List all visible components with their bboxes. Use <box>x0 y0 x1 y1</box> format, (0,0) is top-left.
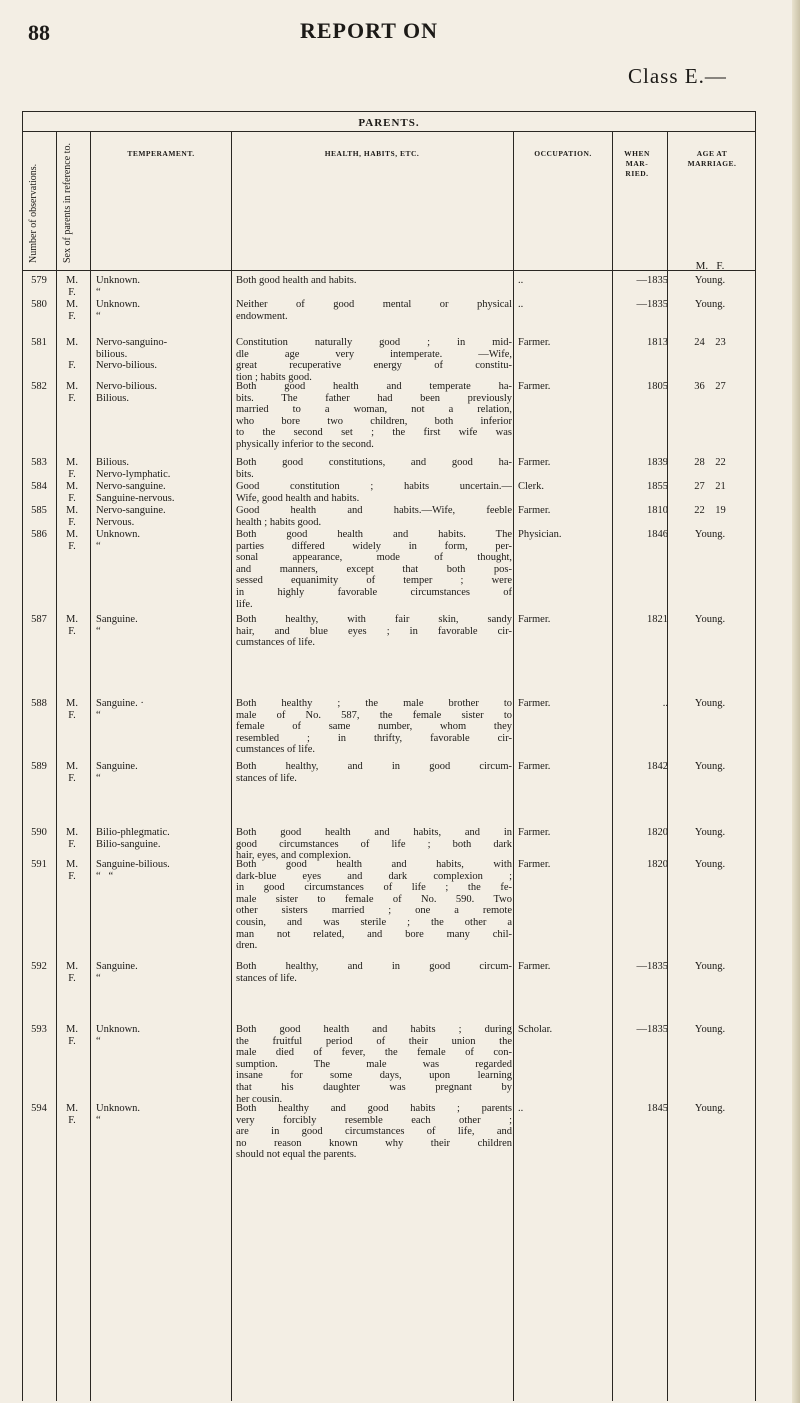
parent-sex-line: M. <box>66 481 78 492</box>
temperament-cell-line: Sanguine-nervous. <box>96 492 175 504</box>
health-cell <box>236 698 512 756</box>
health-cell <box>236 457 512 480</box>
temperament-cell-line: bilious. <box>96 348 128 360</box>
when-married-cell: —1835 <box>636 961 668 972</box>
parent-sex-line: F. <box>68 709 76 721</box>
health-cell-line: to the second set ; the first wife was <box>236 427 512 439</box>
occupation-cell: Clerk. <box>518 481 544 492</box>
parent-sex-line: M. <box>66 1024 78 1035</box>
header-sex: Sex of parents in reference to. <box>62 143 73 263</box>
when-married-cell: .. <box>662 698 668 709</box>
temperament-cell-line: Unknown. <box>96 1024 141 1035</box>
health-cell-line: Both good health and temperate ha- <box>236 381 512 392</box>
age-at-marriage-cell: Young. <box>694 827 726 838</box>
observation-number: 584 <box>31 481 47 492</box>
occupation-cell: Farmer. <box>518 859 551 870</box>
health-cell-line: stances of life. <box>236 772 297 784</box>
observation-number: 579 <box>31 275 47 286</box>
parent-sex-line: M. <box>66 529 78 540</box>
temperament-cell-line: “ <box>96 709 101 721</box>
observation-number: 589 <box>31 761 47 772</box>
temperament-cell <box>96 275 228 298</box>
class-heading: Class E.— <box>628 64 727 88</box>
parent-sex-line: F. <box>68 468 76 480</box>
temperament-cell-line: “ <box>96 1114 101 1126</box>
health-cell-line: Both healthy, with fair skin, sandy <box>236 614 512 625</box>
col-divider-married <box>612 131 613 1401</box>
occupation-cell: Farmer. <box>518 761 551 772</box>
temperament-cell-line: “ <box>96 310 101 322</box>
age-at-marriage-cell: 28 22 <box>694 457 726 468</box>
temperament-cell-line: Bilio-phlegmatic. <box>96 827 170 838</box>
parent-sex-line: F. <box>68 972 76 984</box>
health-cell-line: dark-blue eyes and dark complexion ; <box>236 870 512 882</box>
parent-sex-line: F. <box>68 392 76 404</box>
health-cell <box>236 614 512 649</box>
parent-sex-line: F. <box>68 870 76 882</box>
health-cell-line: Wife, good health and habits. <box>236 492 360 504</box>
parent-sex-line: F. <box>68 838 76 850</box>
parent-sex-line: M. <box>66 337 78 348</box>
parent-sex-line: M. <box>66 299 78 310</box>
health-cell-line: very forcibly resemble each other ; <box>236 1114 512 1126</box>
observation-number: 593 <box>31 1024 47 1035</box>
parent-sex <box>62 481 82 504</box>
health-cell-line: are in good circumstances of life, and <box>236 1126 512 1138</box>
parent-sex <box>62 827 82 850</box>
parent-sex <box>62 1024 82 1047</box>
health-cell <box>236 299 512 322</box>
health-cell <box>236 1103 512 1161</box>
parent-sex-line: M. <box>66 761 78 772</box>
when-married-cell: 1842 <box>647 761 668 772</box>
temperament-cell-line: Bilio-sanguine. <box>96 838 161 850</box>
occupation-cell: Farmer. <box>518 457 551 468</box>
parent-sex-line: F. <box>68 310 76 322</box>
page-number: 88 <box>28 20 50 45</box>
temperament-cell-line: Nervous. <box>96 516 135 528</box>
observation-number: 588 <box>31 698 47 709</box>
parent-sex-line: F. <box>68 516 76 528</box>
age-at-marriage-cell: Young. <box>694 761 726 772</box>
health-cell-line: dren. <box>236 940 258 952</box>
temperament-cell-line: “ <box>96 286 101 298</box>
age-at-marriage-cell: Young. <box>694 299 726 310</box>
observation-number: 594 <box>31 1103 47 1114</box>
health-cell-line: that his daughter was pregnant by <box>236 1081 512 1093</box>
when-married-cell: 1839 <box>647 457 668 468</box>
health-cell-line: Constitution naturally good ; in mid- <box>236 337 512 348</box>
health-cell-line: male died of fever, the female of con- <box>236 1047 512 1059</box>
parent-sex <box>62 761 82 784</box>
temperament-cell-line: “ <box>96 972 101 984</box>
age-at-marriage-cell: Young. <box>694 961 726 972</box>
temperament-cell-line: Unknown. <box>96 275 141 286</box>
health-cell-line: Both healthy and good habits ; parents <box>236 1103 512 1114</box>
temperament-cell <box>96 505 228 528</box>
occupation-cell: Farmer. <box>518 614 551 625</box>
health-cell-line: male of No. 587, the female sister to <box>236 709 512 721</box>
parent-sex-line: F. <box>68 625 76 637</box>
health-cell-line: sonal appearance, mode of thought, <box>236 552 512 564</box>
temperament-cell-line: Nervo-lymphatic. <box>96 468 171 480</box>
parent-sex-line: M. <box>66 827 78 838</box>
temperament-cell-line: Sanguine. <box>96 614 138 625</box>
health-cell <box>236 505 512 528</box>
health-cell-line: Both good health and habits ; during <box>236 1024 512 1035</box>
temperament-cell-line: Nervo-sanguine. <box>96 481 166 492</box>
occupation-cell: Farmer. <box>518 698 551 709</box>
temperament-cell <box>96 698 228 721</box>
occupation-cell: Farmer. <box>518 961 551 972</box>
when-married-cell: 1846 <box>647 529 668 540</box>
temperament-cell <box>96 761 228 784</box>
health-cell-line: the fruitful period of their union the <box>236 1035 512 1047</box>
health-cell-line: Neither of good mental or physical <box>236 299 512 310</box>
parent-sex <box>62 299 82 322</box>
health-cell-line: Both healthy, and in good circum- <box>236 761 512 772</box>
parent-sex-line: F. <box>68 492 76 504</box>
temperament-cell-line: Sanguine. <box>96 761 138 772</box>
when-married-cell: 1855 <box>647 481 668 492</box>
observation-number: 590 <box>31 827 47 838</box>
temperament-cell-line: “ “ <box>96 870 114 882</box>
health-cell <box>236 337 512 383</box>
temperament-cell-line: Sanguine-bilious. <box>96 859 170 870</box>
when-married-cell: 1813 <box>647 337 668 348</box>
health-cell-line: Both good health and habits. <box>236 275 357 286</box>
parent-sex-line: M. <box>66 961 78 972</box>
health-cell-line: Both healthy, and in good circum- <box>236 961 512 972</box>
col-divider-temperament <box>90 131 91 1401</box>
health-cell-line: stances of life. <box>236 972 297 984</box>
age-at-marriage-cell: 27 21 <box>694 481 726 492</box>
health-cell-line: other sisters married ; one a remote <box>236 905 512 917</box>
occupation-cell: Farmer. <box>518 381 551 392</box>
health-cell-line: male sister to female of No. 590. Two <box>236 893 512 905</box>
temperament-cell <box>96 457 228 480</box>
temperament-cell-line: Unknown. <box>96 529 141 540</box>
parent-sex <box>62 381 82 404</box>
health-cell-line: parties differed widely in form, per- <box>236 540 512 552</box>
header-bottom-rule <box>22 270 756 271</box>
header-temperament: TEMPERAMENT. <box>127 149 195 158</box>
health-cell <box>236 275 512 287</box>
header-occupation: OCCUPATION. <box>534 149 592 158</box>
parent-sex-line: M. <box>66 859 78 870</box>
occupation-cell: .. <box>518 1103 524 1114</box>
temperament-cell <box>96 859 228 882</box>
health-cell-line: great recuperative energy of constitu- <box>236 360 512 372</box>
health-cell-line: cousin, and was sterile ; the other a <box>236 916 512 928</box>
parent-sex-line: F. <box>68 1035 76 1047</box>
temperament-cell <box>96 337 228 372</box>
when-married-cell: 1821 <box>647 614 668 625</box>
observation-number: 585 <box>31 505 47 516</box>
observation-number: 582 <box>31 381 47 392</box>
age-at-marriage-cell: Young. <box>694 698 726 709</box>
when-married-cell: —1835 <box>636 299 668 310</box>
temperament-cell <box>96 529 228 552</box>
parent-sex <box>62 614 82 637</box>
when-married-cell: 1820 <box>647 859 668 870</box>
parent-sex <box>62 961 82 984</box>
temperament-cell-line: Nervo-bilious. <box>96 360 157 372</box>
parent-sex-line: M. <box>66 505 78 516</box>
temperament-cell <box>96 827 228 850</box>
parents-header-rule <box>22 131 756 132</box>
header-number: Number of observations. <box>28 163 39 263</box>
parent-sex <box>62 1103 82 1126</box>
health-cell-line: sessed equanimity of temper ; were <box>236 575 512 587</box>
when-married-cell: —1835 <box>636 275 668 286</box>
parent-sex-line: F. <box>68 772 76 784</box>
occupation-cell: Physician. <box>518 529 562 540</box>
age-at-marriage-cell: Young. <box>694 1103 726 1114</box>
age-at-marriage-cell: 36 27 <box>694 381 726 392</box>
parent-sex <box>62 859 82 882</box>
when-married-cell: —1835 <box>636 1024 668 1035</box>
temperament-cell-line: Nervo-bilious. <box>96 381 157 392</box>
temperament-cell-line: “ <box>96 772 101 784</box>
running-title: REPORT ON <box>300 18 439 43</box>
occupation-cell: .. <box>518 299 524 310</box>
observation-number: 583 <box>31 457 47 468</box>
health-cell-line: Both good constitutions, and good ha- <box>236 457 512 468</box>
parent-sex <box>62 505 82 528</box>
col-divider-health <box>231 131 232 1401</box>
health-cell-line: Both good health and habits, with <box>236 859 512 870</box>
temperament-cell-line: Bilious. <box>96 457 129 468</box>
parent-sex-line: M. <box>66 275 78 286</box>
when-married-cell: 1805 <box>647 381 668 392</box>
health-cell-line: hair, and blue eyes ; in favorable cir- <box>236 625 512 637</box>
health-cell-line: bits. The father had been previously <box>236 392 512 404</box>
health-cell-line: who bore two children, both inferior <box>236 415 512 427</box>
temperament-cell-line: “ <box>96 540 101 552</box>
temperament-cell <box>96 961 228 984</box>
health-cell-line: no reason known why their children <box>236 1137 512 1149</box>
parent-sex <box>62 457 82 480</box>
temperament-cell-line: Bilious. <box>96 392 129 404</box>
age-at-marriage-cell: Young. <box>694 529 726 540</box>
occupation-cell: .. <box>518 275 524 286</box>
health-cell-line: health ; habits good. <box>236 516 322 528</box>
health-cell-line: cumstances of life. <box>236 744 316 756</box>
occupation-cell: Farmer. <box>518 827 551 838</box>
temperament-cell <box>96 299 228 322</box>
table-right-border <box>755 111 756 1401</box>
health-cell <box>236 381 512 451</box>
header-age-at-marriage: AGE AT MARRIAGE. <box>687 149 737 168</box>
temperament-cell-line: Sanguine. <box>96 961 138 972</box>
health-cell-line: female of same number, whom they <box>236 721 512 733</box>
temperament-cell-line: “ <box>96 1035 101 1047</box>
age-at-marriage-cell: 22 19 <box>694 505 726 516</box>
health-cell-line: endowment. <box>236 310 288 322</box>
temperament-cell <box>96 1103 228 1126</box>
observation-number: 587 <box>31 614 47 625</box>
health-cell-line: bits. <box>236 468 254 480</box>
page-edge <box>792 0 800 1403</box>
temperament-cell <box>96 381 228 404</box>
parent-sex <box>62 337 82 372</box>
age-at-marriage-cell: Young. <box>694 275 726 286</box>
health-cell <box>236 529 512 610</box>
observation-number: 586 <box>31 529 47 540</box>
temperament-cell <box>96 481 228 504</box>
parents-group-header: PARENTS. <box>358 117 420 129</box>
occupation-cell: Scholar. <box>518 1024 553 1035</box>
temperament-cell-line: Unknown. <box>96 1103 141 1114</box>
health-cell-line: tion ; habits good. <box>236 371 312 383</box>
age-at-marriage-cell: Young. <box>694 614 726 625</box>
temperament-cell <box>96 1024 228 1047</box>
health-cell-line: Good health and habits.—Wife, feeble <box>236 505 512 516</box>
parent-sex-line: M. <box>66 457 78 468</box>
health-cell <box>236 961 512 984</box>
health-cell-line: sumption. The male was regarded <box>236 1058 512 1070</box>
parent-sex-line: F. <box>68 1114 76 1126</box>
health-cell-line: insane for some days, upon learning <box>236 1070 512 1082</box>
health-cell-line: Good constitution ; habits uncertain.— <box>236 481 512 492</box>
health-cell <box>236 1024 512 1105</box>
observation-number: 580 <box>31 299 47 310</box>
health-cell-line: married to a woman, not a relation, <box>236 404 512 416</box>
health-cell-line: man not related, and bore many chil- <box>236 928 512 940</box>
parent-sex <box>62 275 82 298</box>
parent-sex-line: F. <box>68 286 76 298</box>
occupation-cell: Farmer. <box>518 505 551 516</box>
health-cell-line: her cousin. <box>236 1093 283 1105</box>
age-subheader: M. F. <box>695 260 725 272</box>
health-cell-line: hair, eyes, and complexion. <box>236 850 352 862</box>
parent-sex-line: M. <box>66 1103 78 1114</box>
health-cell-line: Both good health and habits, and in <box>236 827 512 838</box>
table-top-rule <box>22 111 756 112</box>
temperament-cell-line: “ <box>96 625 101 637</box>
health-cell <box>236 859 512 952</box>
health-cell-line: in highly favorable circumstances of <box>236 586 512 598</box>
health-cell-line: dle age very intemperate. —Wife, <box>236 348 512 360</box>
table-left-border <box>22 111 23 1401</box>
health-cell-line: life. <box>236 598 253 610</box>
temperament-cell-line: Unknown. <box>96 299 141 310</box>
parent-sex <box>62 529 82 552</box>
header-when-married: WHEN MAR- RIED. <box>624 149 650 178</box>
health-cell-line: in good circumstances of life ; the fe- <box>236 882 512 894</box>
health-cell <box>236 761 512 784</box>
observation-number: 592 <box>31 961 47 972</box>
when-married-cell: 1810 <box>647 505 668 516</box>
observation-number: 591 <box>31 859 47 870</box>
col-divider-occupation <box>513 131 514 1401</box>
parent-sex <box>62 698 82 721</box>
temperament-cell-line: Sanguine. · <box>96 698 144 709</box>
temperament-cell-line: Nervo-sanguine. <box>96 505 166 516</box>
parent-sex-line: M. <box>66 614 78 625</box>
health-cell-line: cumstances of life. <box>236 637 316 649</box>
parent-sex-line: F. <box>68 360 76 372</box>
health-cell <box>236 481 512 504</box>
health-cell-line: physically inferior to the second. <box>236 438 374 450</box>
health-cell-line: Both good health and habits. The <box>236 529 512 540</box>
health-cell <box>236 827 512 862</box>
parent-sex-line <box>62 349 82 361</box>
when-married-cell: 1820 <box>647 827 668 838</box>
age-at-marriage-cell: 24 23 <box>694 337 726 348</box>
health-cell-line: and manners, except that both pos- <box>236 563 512 575</box>
parent-sex-line: M. <box>66 698 78 709</box>
temperament-cell-line: Nervo-sanguino- <box>96 337 168 348</box>
health-cell-line: good circumstances of life ; both dark <box>236 838 512 850</box>
occupation-cell: Farmer. <box>518 337 551 348</box>
health-cell-line: should not equal the parents. <box>236 1149 357 1161</box>
col-divider-sex <box>56 131 57 1401</box>
temperament-cell <box>96 614 228 637</box>
header-health: HEALTH, HABITS, ETC. <box>324 149 420 158</box>
age-at-marriage-cell: Young. <box>694 1024 726 1035</box>
age-at-marriage-cell: Young. <box>694 859 726 870</box>
observation-number: 581 <box>31 337 47 348</box>
health-cell-line: Both healthy ; the male brother to <box>236 698 512 709</box>
parent-sex-line: F. <box>68 540 76 552</box>
health-cell-line: resembled ; in thrifty, favorable cir- <box>236 732 512 744</box>
parent-sex-line: M. <box>66 381 78 392</box>
when-married-cell: 1845 <box>647 1103 668 1114</box>
